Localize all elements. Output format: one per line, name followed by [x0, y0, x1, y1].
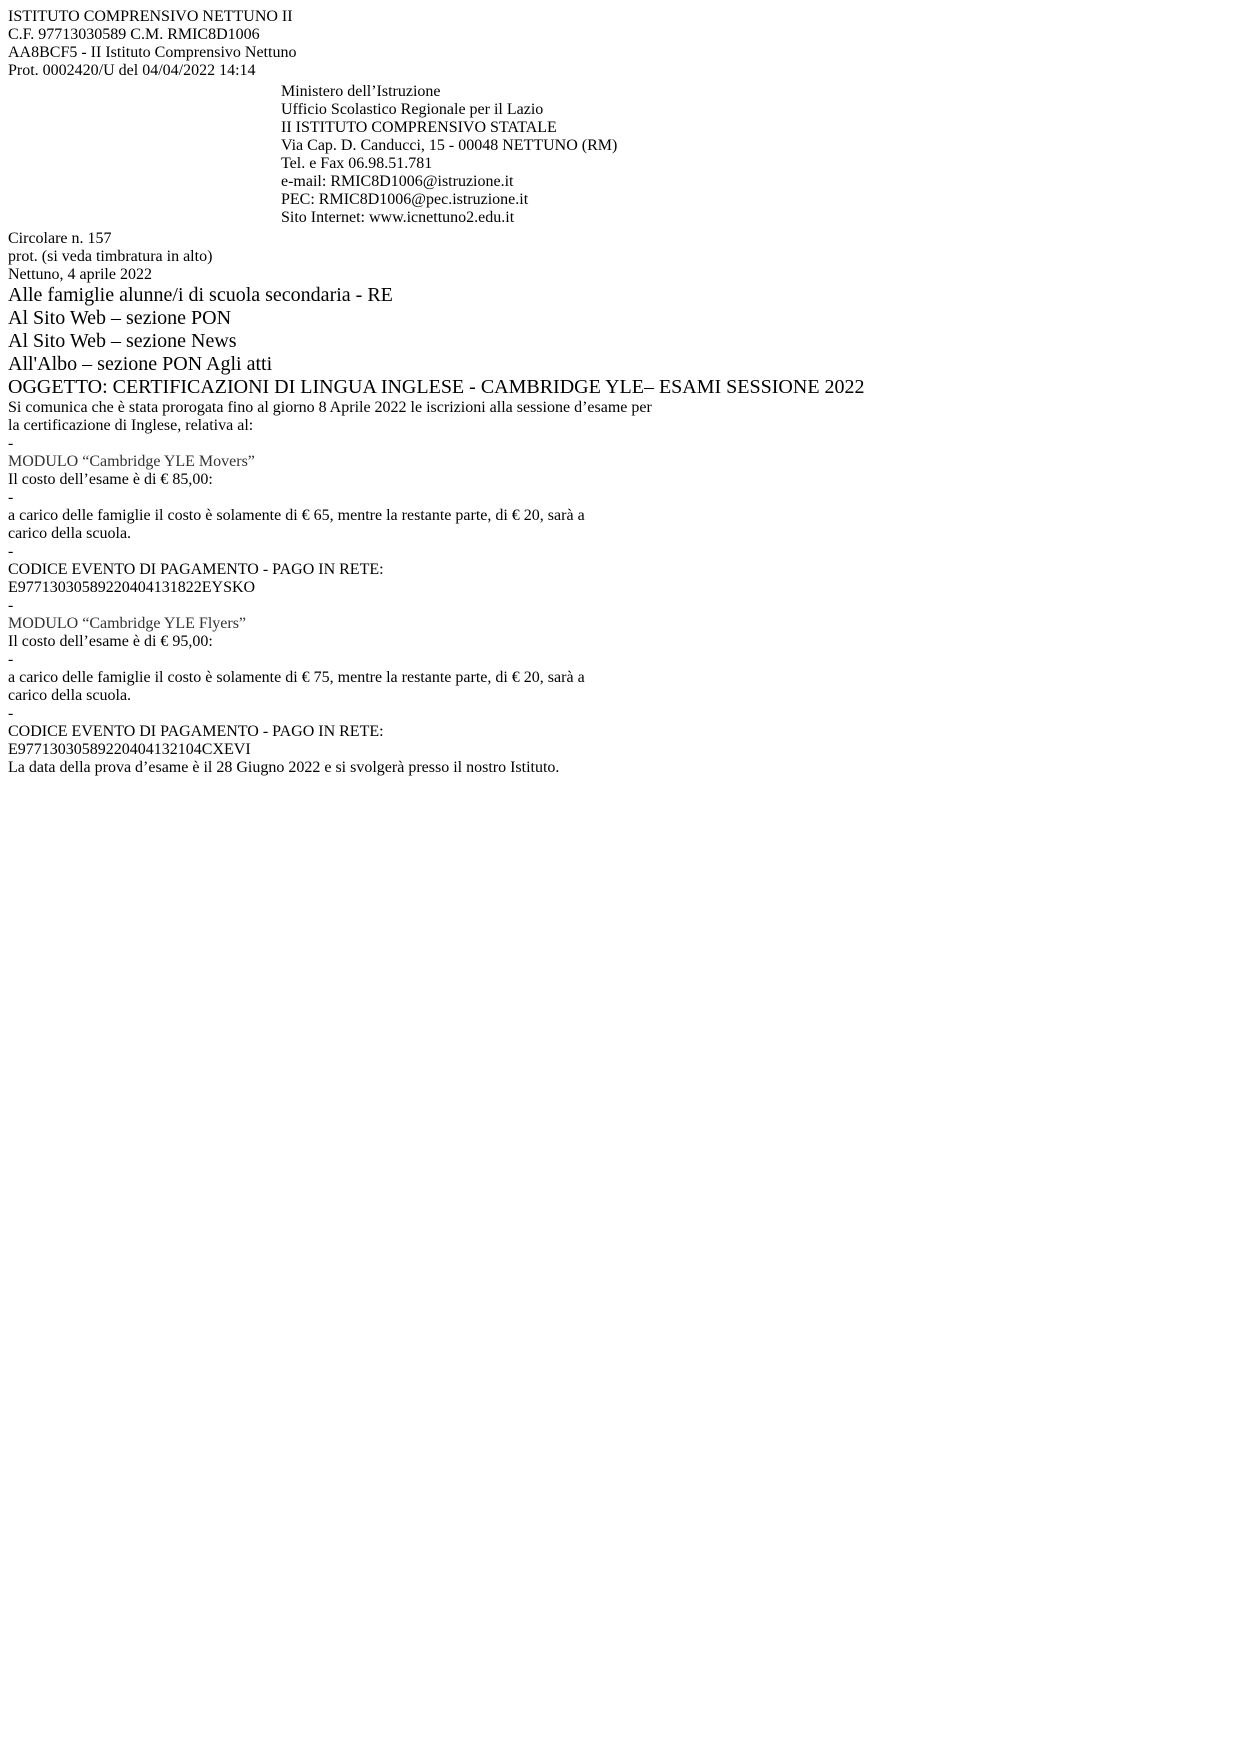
stamp-fiscal-code: C.F. 97713030589 C.M. RMIC8D1006: [8, 26, 260, 43]
list-dash: -: [8, 489, 14, 506]
recipient: Al Sito Web – sezione PON: [8, 307, 232, 329]
stamp-institute: ISTITUTO COMPRENSIVO NETTUNO II: [8, 8, 293, 25]
payment-code-flyers: E97713030589220404132104CXEVI: [8, 741, 251, 758]
intro-line-2: la certificazione di Inglese, relativa al:: [8, 417, 254, 434]
ministry-name: Ministero dell’Istruzione: [281, 83, 441, 100]
regional-office: Ufficio Scolastico Regionale per il Lazio: [281, 101, 544, 118]
list-dash: -: [8, 597, 14, 614]
pec-line: [281, 191, 807, 209]
school-address: Via Cap. D. Canducci, 15 - 00048 NETTUNO (RM): [281, 137, 618, 154]
recipient: Al Sito Web – sezione News: [8, 330, 237, 352]
pec-label: PEC:: [281, 191, 319, 208]
protocol-note-suffix: ): [207, 248, 213, 265]
family-share-movers-1: a carico delle famiglie il costo è solamente di € 65, mentre la restante parte, di € 20, sarà a: [8, 507, 585, 524]
institution-cell: [280, 82, 808, 228]
payment-code-movers: E97713030589220404131822EYSKO: [8, 579, 256, 596]
payment-code-label-flyers: CODICE EVENTO DI PAGAMENTO - PAGO IN RETE:: [8, 723, 384, 740]
exam-cost-movers: Il costo dell’esame è di € 85,00:: [8, 471, 213, 488]
family-share-flyers-1: a carico delle famiglie il costo è solamente di € 75, mentre la restante parte, di € 20, sarà a: [8, 669, 585, 686]
pec-link[interactable]: RMIC8D1006@pec.istruzione.it: [318, 191, 529, 208]
module-title-movers: MODULO “Cambridge YLE Movers”: [8, 453, 255, 470]
protocol-note-italic: si veda timbratura in alto: [47, 248, 208, 265]
circular-number: Circolare n. 157: [8, 230, 112, 247]
protocol-note: [8, 248, 1233, 266]
module-title-flyers: MODULO “Cambridge YLE Flyers”: [8, 615, 247, 632]
recipient: All'Albo – sezione PON Agli atti: [8, 353, 273, 375]
exam-date-line: La data della prova d’esame è il 28 Giugno 2022 e si svolgerà presso il nostro Istituto.: [8, 759, 560, 776]
intro-line-1: Si comunica che è stata prorogata fino al giorno 8 Aprile 2022 le iscrizioni alla sessione d’esame per: [8, 399, 652, 416]
payment-code-label-movers: CODICE EVENTO DI PAGAMENTO - PAGO IN RETE:: [8, 561, 384, 578]
list-dash: -: [8, 435, 14, 452]
protocol-stamp: [8, 8, 1233, 80]
exam-cost-flyers: Il costo dell’esame è di € 95,00:: [8, 633, 213, 650]
school-name: II ISTITUTO COMPRENSIVO STATALE: [281, 119, 557, 136]
family-share-movers-2: carico della scuola.: [8, 525, 132, 542]
emblem-cell: [10, 82, 278, 228]
website-label: Sito Internet:: [281, 209, 369, 226]
list-dash: -: [8, 543, 14, 560]
email-link[interactable]: RMIC8D1006@istruzione.it: [330, 173, 514, 190]
stamp-aoo: AA8BCF5 - II Istituto Comprensivo Nettuno: [8, 44, 297, 61]
website-link[interactable]: www.icnettuno2.edu.it: [368, 209, 515, 226]
school-phone: Tel. e Fax 06.98.51.781: [281, 155, 433, 172]
email-label: e-mail:: [281, 173, 331, 190]
letter-date: Nettuno, 4 aprile 2022: [8, 266, 152, 283]
list-dash: -: [8, 651, 14, 668]
list-dash: -: [8, 705, 14, 722]
stamp-protocol: Prot. 0002420/U del 04/04/2022 14:14: [8, 62, 256, 79]
website-line: [281, 209, 807, 227]
letterhead-table: [8, 80, 814, 230]
subject-line: OGGETTO: CERTIFICAZIONI DI LINGUA INGLESE - CAMBRIDGE YLE– ESAMI SESSIONE 2022: [8, 376, 865, 398]
school-logo-cell: [810, 82, 812, 228]
email-line: [281, 173, 807, 191]
protocol-note-prefix: prot. (: [8, 248, 48, 265]
recipient: Alle famiglie alunne/i di scuola secondaria - RE: [8, 284, 393, 306]
document-page: [8, 8, 1233, 777]
family-share-flyers-2: carico della scuola.: [8, 687, 132, 704]
